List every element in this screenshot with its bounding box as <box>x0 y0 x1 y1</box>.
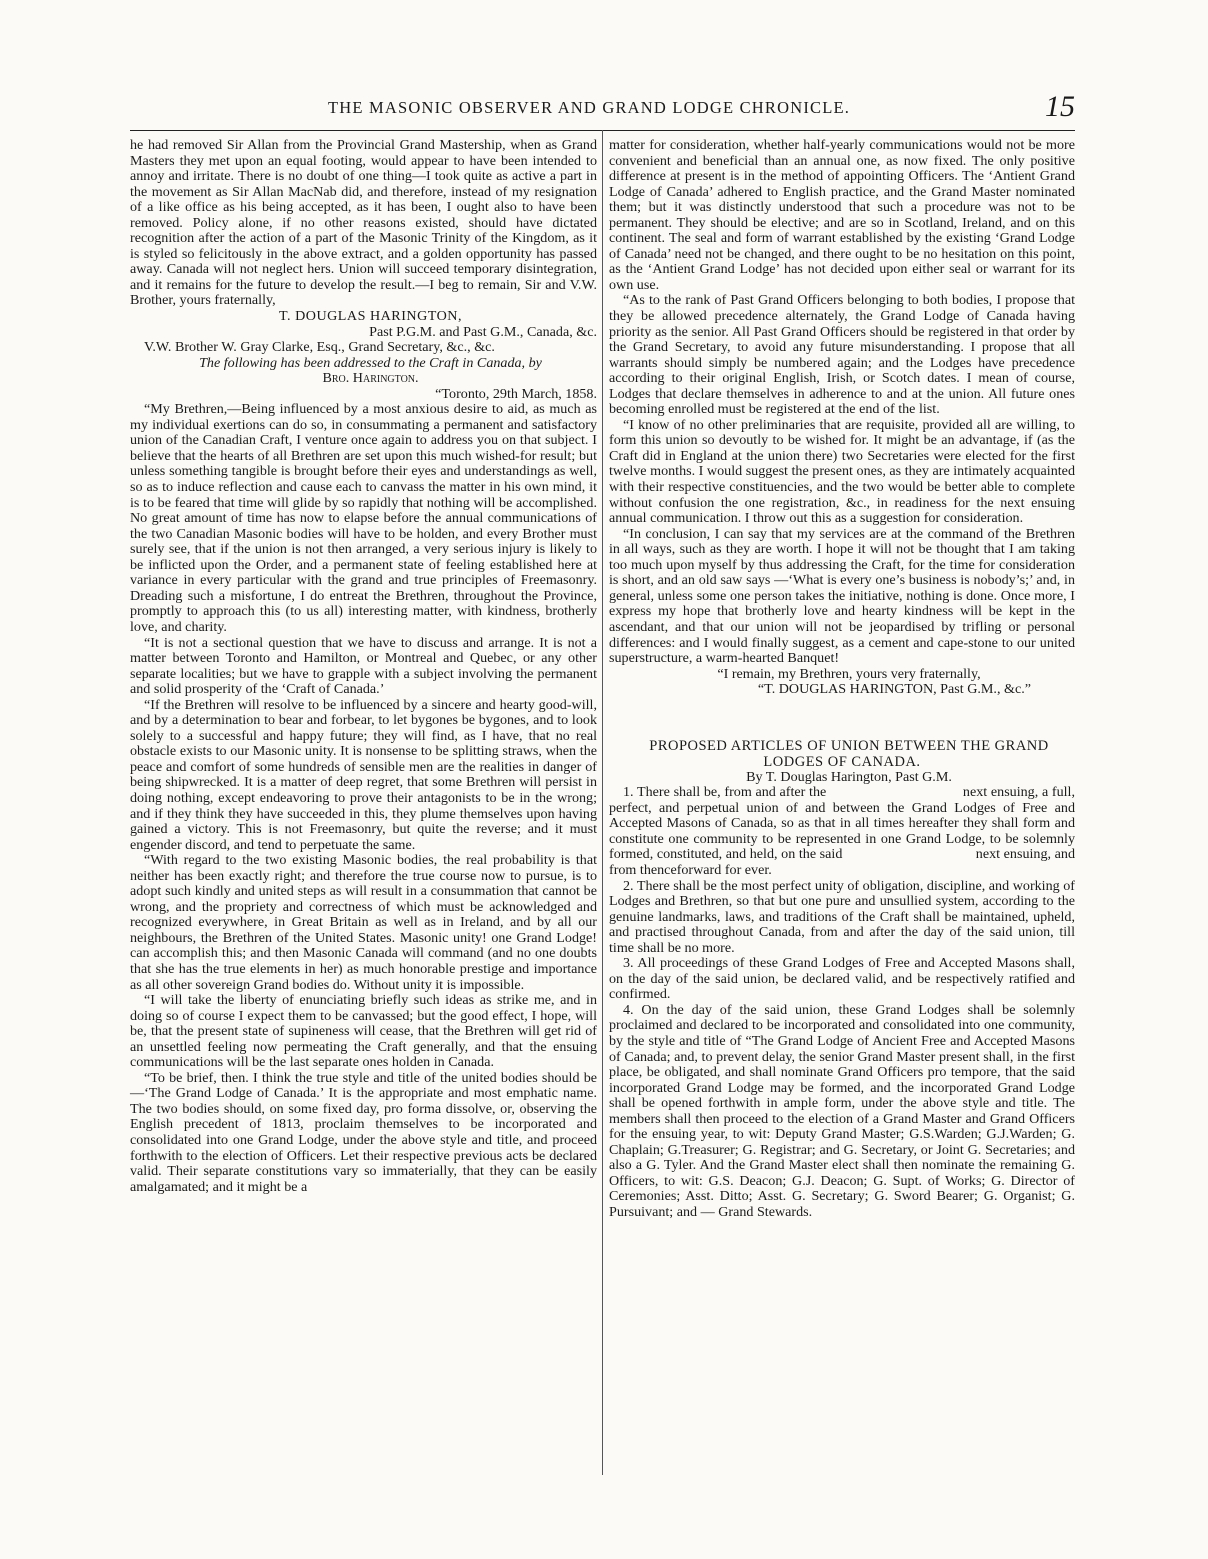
body-paragraph: “If the Brethren will resolve to be influenced by a sincere and hearty good-will, and by a determination to bear and forbear, to let bygones be bygones, and to look solely to a successful and happy future; they will find, as I have, that no real obstacle exists to our Masonic unity. It is nonsense to be splitting straws, when the peace and comfort of some hundreds of sensible men are the realities in danger of being shipwrecked. It is a matter of deep regret, that some Brethren will persist in doing nothing, except endeavoring to prove their antagonists to be in the wrong; and if they think they have succeeded in this, they plume themselves upon having gained a victory. This is not Freemasonry, but quite the reverse; and it must engender discord, and tend to perpetuate the same. <box>130 696 597 853</box>
body-paragraph: “My Brethren,—Being influenced by a most anxious desire to aid, as much as my individual exertions can do so, in consummating a permanent and satisfactory union of the Canadian Craft, I venture once again to address you on that subject. I believe that the hearts of all Brethren are set upon this much wished-for result; but unless something tangible is brought before their eyes and understandings as well, so as to induce reflection and cause each to canvass the matter in his own mind, it is to be feared that time will glide by so rapidly that nothing will be accomplished. No great amount of time has now to elapse before the annual communications of the two Canadian Masonic bodies will have to be holden, and every Brother must surely see, that if the union is not then arranged, a very serious injury is likely to be inflicted upon the Order, and a permanent state of feeling established here at variance in every particular with the grand and true principles of Freemasonry. Dreading such a misfortune, I do entreat the Brethren, throughout the Province, promptly to approach this (to us all) interesting matter, with kindness, brotherly love, and charity. <box>130 401 597 635</box>
signature-title: Past P.G.M. and Past G.M., Canada, &c. <box>369 323 597 340</box>
body-paragraph: “In conclusion, I can say that my services are at the command of the Brethren in all ways, such as they are worth. I hope it will not be thought that I am taking too much upon myself by thus addressing the Craft, for the time for consideration is short, and an old saw says —‘What is every one’s business is nobody’s;’ and, in general, unless some one person takes the initiative, nothing is done. Once more, I express my hope that brotherly love and hearty kindness will be kept in the ascendant, and that our union will not be jeopardised by trifling or personal differences: and I would finally suggest, as a cement and cape-stone to our united superstructure, a warm-hearted Banquet! <box>609 525 1075 667</box>
body-paragraph: “I know of no other preliminaries that are requisite, provided all are willing, to form this union so devoutly to be wished for. It might be an advantage, if (as the Craft did in England at the union there) two Secretaries were elected for the first twelve months. I would suggest the present ones, as they are intimately acquainted with their respective constituencies, and the two would be better able to complete without confusion the one registration, &c., in readiness for the next ensuing annual communication. I throw out this as a suggestion for consideration. <box>609 416 1075 527</box>
signature-name: T. DOUGLAS HARINGTON, <box>278 308 462 325</box>
closing-line: “I remain, my Brethren, yours very fraternally, <box>717 665 981 682</box>
body-paragraph: “It is not a sectional question that we have to discuss and arrange. It is not a matter between Toronto and Hamilton, or Montreal and Quebec, or any other separate localities; but we have to grapple with a subject involving the permanent and solid prosperity of the ‘Craft of Canada.’ <box>130 634 597 698</box>
section-title: PROPOSED ARTICLES OF UNION BETWEEN THE GRAND LODGES OF CANADA. <box>649 737 1049 770</box>
running-head: THE MASONIC OBSERVER AND GRAND LODGE CHRONICLE. <box>328 98 851 117</box>
article-paragraph: 3. All proceedings of these Grand Lodges of Free and Accepted Masons shall, on the day of the said union, be declared valid, and be respectively ratified and confirmed. <box>609 955 1075 1003</box>
right-column <box>609 137 1079 1473</box>
article-paragraph: 4. On the day of the said union, these Grand Lodges shall be solemnly proclaimed and declared to be incorporated and consolidated into one community, by the style and title of “The Grand Lodge of Ancient Free and Accepted Masons of Canada; and, to prevent delay, the senior Grand Master present shall, in the first place, be obligated, and shall nominate Grand Officers pro tempore, that the said incorporated Grand Lodge may be formed, and the incorporated Grand Lodge shall be opened forthwith in ample form, under the above style and title. The members shall then proceed to the election of a Grand Master and Grand Officers for the ensuing year, to wit: Deputy Grand Master; G.S.Warden; G.J.Warden; G. Chaplain; G.Treasurer; G. Registrar; and G. Secretary, or Joint G. Secretaries; and also a G. Tyler. And the Grand Master elect shall then nominate the remaining G. Officers, to wit: G.S. Deacon; G.J. Deacon; G. Supt. of Works; G. Director of Ceremonies; Asst. Ditto; Asst. G. Secretary; G. Sword Bearer; G. Organist; G. Pursuivant; and — Grand Stewards. <box>609 1001 1075 1220</box>
left-column <box>130 138 597 1473</box>
body-paragraph: “To be brief, then. I think the true style and title of the united bodies should be—‘The Grand Lodge of Canada.’ It is the appropriate and most emphatic name. The two bodies should, on some fixed day, pro forma dissolve, or, observing the English precedent of 1813, proclaim themselves to be incorporated and consolidated into one Grand Lodge, under the above style and title, and proceed forthwith to the election of Officers. Let their respective previous acts be declared valid. Their separate constitutions vary so immaterially, that they can be easily amalgamated; and it might be a <box>130 1069 597 1195</box>
body-paragraph: “I will take the liberty of enunciating briefly such ideas as strike me, and in doing so of course I expect them to be canvassed; but the good effect, I hope, will be, that the present state of supineness will cease, that the Brethren will get rid of an unsettled feeling now permeating the Craft generally, and that the ensuing communications will be the last separate ones holden in Canada. <box>130 992 597 1071</box>
article-paragraph: 2. There shall be the most perfect unity of obligation, discipline, and working of Lodges and Brethren, so that but one pure and unsullied system, according to the genuine landmarks, laws, and traditions of the Craft shall be maintained, upheld, and practised throughout Canada, from and after the day of the said union, till time shall be no more. <box>609 877 1075 956</box>
body-paragraph: “With regard to the two existing Masonic bodies, the real probability is that neither has been exactly right; and therefore the true course now to pursue, is to adopt such kindly and united steps as will result in a consummation that cannot be wrong, and the propriety and correctness of which must be acknowledged and recognized everywhere, in Great Britain as well as in Ireland, and by all our neighbours, the Brethren of the United States. Masonic unity! one Grand Lodge! can accomplish this; and then Masonic Canada will command (and no one doubts that she has the true elements in her) as much honorable prestige and importance as all other sovereign Grand bodies do. Without unity it is impossible. <box>130 852 597 993</box>
column-divider <box>602 130 603 1475</box>
addressee: V.W. Brother W. Gray Clarke, Esq., Grand Secretary, &c., &c. <box>144 339 495 356</box>
body-paragraph: matter for consideration, whether half-yearly communications would not be more convenient and beneficial than an annual one, as now fixed. The only positive difference at present is in the method of appointing Officers. The ‘Antient Grand Lodge of Canada’ adhered to English practice, and the Grand Master nominated them; but it was distinctly understood that such a procedure was not to be permanent. They should be elective; and are so in Scotland, Ireland, and on this continent. The seal and form of warrant established by the existing ‘Grand Lodge of Canada’ need not be changed, and there ought to be no hesitation on this point, as the ‘Antient Grand Lodge’ has not decided upon either seal or warrant for its own use. <box>609 137 1075 293</box>
address-intro <box>130 356 597 387</box>
page-header <box>130 92 1075 132</box>
address-intro-text: The following has been addressed to the Craft in Canada, by <box>199 354 542 371</box>
closing-signature: “T. DOUGLAS HARINGTON, Past G.M., &c.” <box>757 681 1031 698</box>
dateline: “Toronto, 29th March, 1858. <box>435 385 597 402</box>
letter-closing-paragraph: he had removed Sir Allan from the Provincial Grand Mastership, when as Grand Masters they met upon an equal footing, would appear to have been intended to annoy and irritate. There is no doubt of one thing—I took quite as active a part in the movement as Sir Allan MacNab did, and therefore, instead of my resignation of a like office as his being accepted, as it has been, I ought also to have been removed. Policy alone, if no other reasons existed, should have dictated recognition after the action of a part of the Masonic Trinity of the Kingdom, as it is styled so felicitously in the above extract, and a golden opportunity has passed away. Canada will not neglect hers. Union will succeed temporary disintegration, and it remains for the future to develop the result.—I beg to remain, Sir and V.W. Brother, yours fraternally, <box>130 137 597 309</box>
body-paragraph: “As to the rank of Past Grand Officers belonging to both bodies, I propose that they be allowed precedence alternately, the Grand Lodge of Canada having priority as the senior. All Past Grand Officers should be registered in that order by the Grand Secretary, to avoid any future misunderstanding. I propose that all warrants should simply be numbered again; and the Lodges have precedence according to their original English, Irish, or Scotch dates. I mean of course, Lodges that declare themselves in adherence to and at the union. All future ones becoming enrolled must be registered at the end of the list. <box>609 292 1075 418</box>
article-paragraph: 1. There shall be, from and after the next ensuing, a full, perfect, and perpetual union of and between the Grand Lodges of Free and Accepted Masons of Canada, so as that in all times hereafter they shall form and constitute one community to be represented in one Grand Lodge, to be solemnly formed, constituted, and held, on the said next ensuing, and from thenceforward for ever. <box>609 784 1079 878</box>
address-intro-byline: Bro. Harington. <box>322 370 419 387</box>
page-number: 15 <box>1045 90 1075 123</box>
section-byline: By T. Douglas Harington, Past G.M. <box>746 768 952 785</box>
